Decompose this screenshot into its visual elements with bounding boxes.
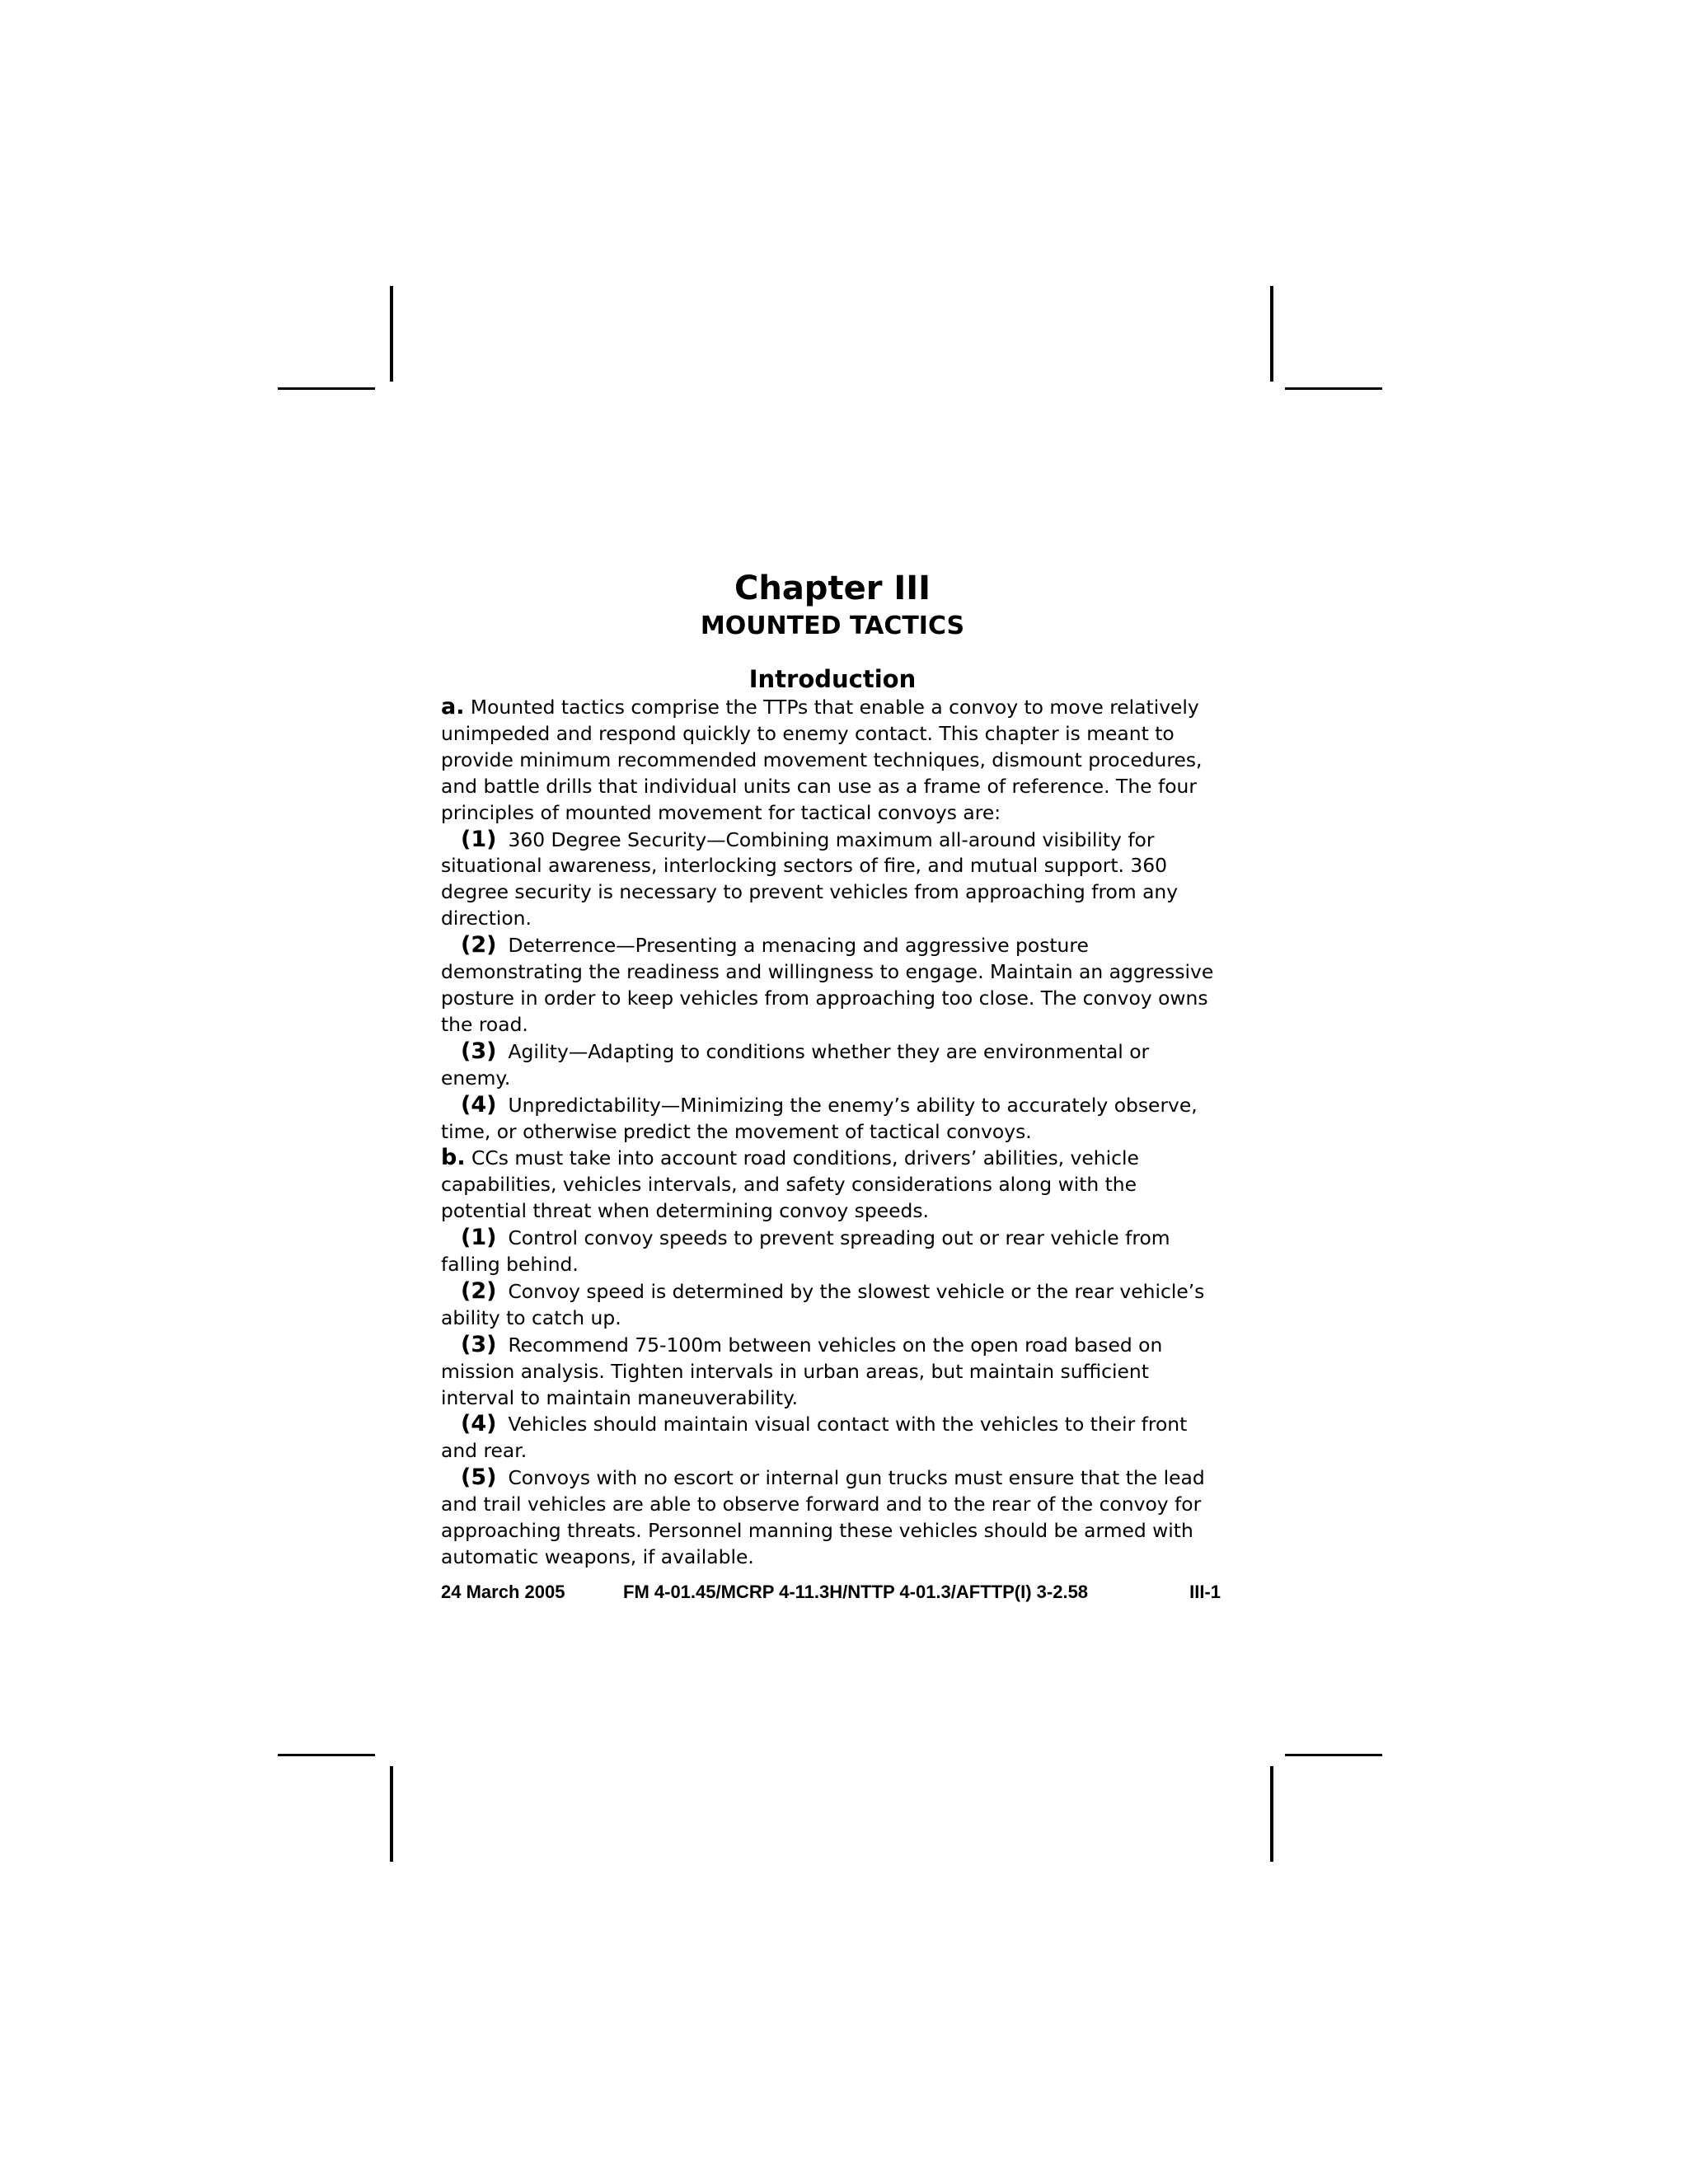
crop-mark-top-right-vertical <box>1270 286 1273 382</box>
paragraph-text: Agility—Adapting to conditions whether they are environmental or enemy. <box>441 1039 1150 1090</box>
crop-mark-bottom-left-horizontal <box>278 1754 375 1756</box>
footer-publication: FM 4-01.45/MCRP 4-11.3H/NTTP 4-01.3/AFTTP(I) 3-2.58 <box>623 1582 1089 1602</box>
paragraph-text: Deterrence—Presenting a menacing and aggressive posture demonstrating the readiness and willingness to engage. Maintain an aggressive posture in order to keep vehicles from approaching too close. The convoy owns the road. <box>441 934 1214 1036</box>
footer-date: 24 March 2005 <box>441 1582 565 1602</box>
paragraph-label: (4) <box>461 1411 497 1437</box>
crop-mark-bottom-right-vertical <box>1270 1766 1273 1862</box>
paragraph-text: Unpredictability—Minimizing the enemy’s ability to accurately observe, time, or otherwise predict the movement of tactical convoys. <box>441 1093 1198 1143</box>
paragraph-text: Mounted tactics comprise the TTPs that enable a convoy to move relatively unimpeded and respond quickly to enemy contact. This chapter is meant to provide minimum recommended movement techniques, dismount procedures, and battle drills that individual units can use as a frame of reference. The four principles of mounted movement for tactical convoys are: <box>441 696 1203 824</box>
paragraph-label: (5) <box>461 1465 497 1491</box>
paragraph-b-1 <box>441 1225 1224 1278</box>
paragraph-a-1 <box>441 827 1224 933</box>
paragraph-b-3 <box>441 1332 1224 1412</box>
paragraph-a <box>441 694 1224 827</box>
chapter-subtitle: MOUNTED TACTICS <box>700 612 965 640</box>
paragraph-label: (2) <box>461 932 497 958</box>
paragraph-text: CCs must take into account road conditions, drivers’ abilities, vehicle capabilities, vehicles intervals, and safety considerations along with the potential threat when determining convoy speeds. <box>441 1146 1139 1223</box>
paragraph-b <box>441 1145 1224 1225</box>
paragraph-label: (3) <box>461 1331 497 1357</box>
paragraph-text: Convoys with no escort or internal gun trucks must ensure that the lead and trail vehicles are able to observe forward and to the rear of the convoy for approaching threats. Personnel manning these vehicles should be armed with automatic weapons, if available. <box>441 1466 1205 1568</box>
paragraph-label: (2) <box>461 1277 497 1304</box>
paragraph-text: 360 Degree Security—Combining maximum all-around visibility for situational awareness, interlocking sectors of fire, and mutual support. 360 degree security is necessary to prevent vehicles from approaching from any direction. <box>441 827 1179 930</box>
paragraph-label: (1) <box>461 1225 497 1251</box>
section-heading: Introduction <box>748 665 917 693</box>
footer-page-number: III-1 <box>1189 1582 1221 1602</box>
paragraph-b-2 <box>441 1278 1224 1332</box>
paragraph-b-5 <box>441 1465 1224 1571</box>
page-content <box>441 567 1224 1571</box>
paragraph-a-3 <box>441 1038 1224 1092</box>
crop-mark-top-left-vertical <box>390 286 393 382</box>
paragraph-label: (1) <box>461 826 497 852</box>
paragraph-a-4 <box>441 1092 1224 1146</box>
paragraph-text: Control convoy speeds to prevent spreading out or rear vehicle from falling behind. <box>441 1226 1170 1277</box>
paragraph-label: a. <box>441 694 465 719</box>
paragraph-a-2 <box>441 932 1224 1038</box>
paragraph-text: Convoy speed is determined by the slowest vehicle or the rear vehicle’s ability to catch up. <box>441 1279 1205 1329</box>
crop-mark-bottom-right-horizontal <box>1285 1754 1382 1756</box>
crop-mark-top-left-horizontal <box>278 387 375 390</box>
paragraph-text: Recommend 75-100m between vehicles on the open road based on mission analysis. Tighten intervals in urban areas, but maintain sufficient interval to maintain maneuverability. <box>441 1333 1163 1409</box>
paragraph-label: (3) <box>461 1038 497 1064</box>
paragraph-b-4 <box>441 1411 1224 1465</box>
chapter-title: Chapter III <box>734 569 931 607</box>
paragraph-text: Vehicles should maintain visual contact with the vehicles to their front and rear. <box>441 1413 1188 1463</box>
crop-mark-bottom-left-vertical <box>390 1766 393 1862</box>
paragraph-label: (4) <box>461 1091 497 1118</box>
crop-mark-top-right-horizontal <box>1285 387 1382 390</box>
paragraph-label: b. <box>441 1145 466 1171</box>
